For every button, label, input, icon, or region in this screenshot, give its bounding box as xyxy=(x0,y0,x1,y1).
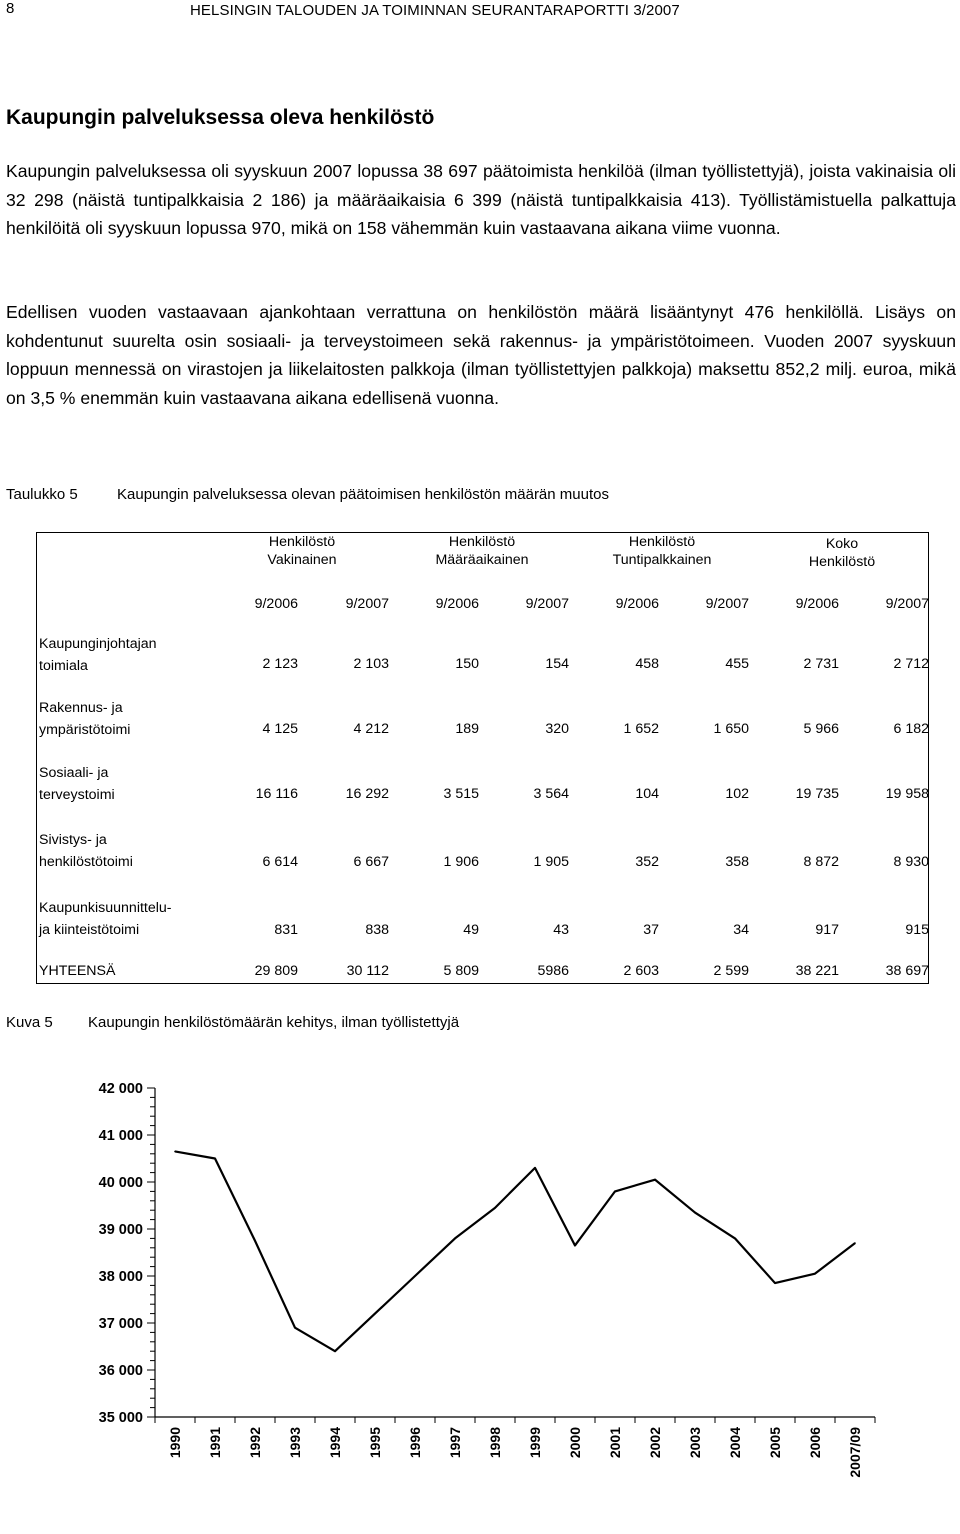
row-label-line2: ympäristötoimi xyxy=(39,722,131,738)
table-cell: 1 650 xyxy=(713,721,749,737)
table-cell: 831 xyxy=(274,922,298,938)
data-point xyxy=(574,1245,576,1247)
table-cell: 358 xyxy=(725,854,749,870)
table-cell: 2 712 xyxy=(893,656,929,672)
table-cell: 102 xyxy=(725,786,749,802)
data-point xyxy=(294,1327,296,1329)
x-tick-label: 2004 xyxy=(727,1427,743,1459)
table-caption-text: Kaupungin palveluksessa olevan päätoimisen henkilöstön määrän muutos xyxy=(117,486,609,503)
x-tick-label: 1991 xyxy=(207,1427,223,1459)
data-point xyxy=(494,1207,496,1209)
period-header: 9/2007 xyxy=(525,596,569,612)
data-point xyxy=(694,1212,696,1214)
section-title: Kaupungin palveluksessa oleva henkilöstö xyxy=(6,106,435,129)
x-tick-label: 2005 xyxy=(767,1427,783,1459)
period-header: 9/2006 xyxy=(254,596,298,612)
x-tick-label: 2003 xyxy=(687,1427,703,1459)
total-cell: 2 603 xyxy=(623,963,659,979)
y-tick-label: 36 000 xyxy=(98,1363,143,1379)
x-tick-label: 2001 xyxy=(607,1427,623,1459)
group-header-line2: Määräaikainen xyxy=(435,552,529,568)
group-header-line1: Koko xyxy=(825,536,859,552)
group-header-fixed-term xyxy=(417,533,547,569)
row-label-line2: toimiala xyxy=(39,658,88,674)
total-cell: 2 599 xyxy=(713,963,749,979)
row-label-line2: terveystoimi xyxy=(39,787,115,803)
figure-caption-text: Kaupungin henkilöstömäärän kehitys, ilman työllistettyjä xyxy=(88,1014,460,1031)
data-point xyxy=(654,1179,656,1181)
table-cell: 4 212 xyxy=(353,721,389,737)
chart-series xyxy=(174,1151,856,1352)
table-cell: 838 xyxy=(365,922,389,938)
figure-caption-label: Kuva 5 xyxy=(6,1014,53,1031)
table-row-label xyxy=(39,829,133,873)
series-line xyxy=(175,1151,855,1351)
x-tick-label: 1992 xyxy=(247,1427,263,1459)
period-header: 9/2006 xyxy=(615,596,659,612)
table-row-label xyxy=(39,697,130,741)
y-tick-label: 41 000 xyxy=(98,1128,143,1144)
table-cell: 150 xyxy=(455,656,479,672)
data-point xyxy=(854,1242,856,1244)
table-cell: 37 xyxy=(643,922,659,938)
table-cell: 189 xyxy=(455,721,479,737)
chart-y-axis xyxy=(99,1081,155,1426)
group-header-line1: Henkilöstö xyxy=(628,534,696,550)
x-tick-label: 2002 xyxy=(647,1427,663,1459)
table-cell: 34 xyxy=(733,922,749,938)
table-cell: 2 731 xyxy=(803,656,839,672)
table-cell: 455 xyxy=(725,656,749,672)
table-cell: 1 652 xyxy=(623,721,659,737)
table-cell: 320 xyxy=(545,721,569,737)
data-point xyxy=(734,1238,736,1240)
x-tick-label: 1994 xyxy=(327,1427,343,1459)
chart-axes xyxy=(155,1088,875,1417)
x-tick-label: 1999 xyxy=(527,1427,543,1459)
period-header: 9/2007 xyxy=(885,596,929,612)
y-tick-label: 37 000 xyxy=(98,1316,143,1332)
table-cell: 352 xyxy=(635,854,659,870)
row-label-line2: henkilöstötoimi xyxy=(39,854,133,870)
table-cell: 458 xyxy=(635,656,659,672)
body-paragraph-1: Kaupungin palveluksessa oli syyskuun 2007 lopussa 38 697 päätoimista henkilöä (ilman työllistettyjä), joista vakinaisia oli 32 298 (näistä tuntipalkkaisia 2 186) ja määräaikaisia 6 399 (näistä tuntipalkkaisia 413). Työllistämistuella palkattuja henkilöitä oli syyskuun lopussa 970, mikä on 158 vähemmän kuin vastaavana aikana viime vuonna. xyxy=(6,161,956,239)
table-cell: 19 735 xyxy=(795,786,839,802)
table-caption-label: Taulukko 5 xyxy=(6,486,78,503)
page-number: 8 xyxy=(6,0,15,17)
table-cell: 6 614 xyxy=(262,854,298,870)
table-cell: 3 564 xyxy=(533,786,569,802)
data-point xyxy=(254,1240,256,1242)
data-point xyxy=(374,1313,376,1315)
group-header-hourly xyxy=(587,533,737,569)
x-tick-label: 2000 xyxy=(567,1427,583,1459)
group-header-total xyxy=(777,535,907,571)
chart-x-axis xyxy=(155,1417,875,1478)
total-cell: 38 221 xyxy=(795,963,839,979)
table-cell: 5 966 xyxy=(803,721,839,737)
table-cell: 16 116 xyxy=(255,786,298,802)
table-cell: 16 292 xyxy=(345,786,389,802)
table-cell: 8 872 xyxy=(803,854,839,870)
table-cell: 6 667 xyxy=(353,854,389,870)
group-header-line2: Tuntipalkkainen xyxy=(612,552,712,568)
running-header: HELSINGIN TALOUDEN JA TOIMINNAN SEURANTARAPORTTI 3/2007 xyxy=(190,2,680,19)
total-cell: 29 809 xyxy=(254,963,298,979)
x-tick-label: 1996 xyxy=(407,1427,423,1459)
row-label-line1: Kaupunginjohtajan xyxy=(39,636,157,652)
x-tick-label: 2006 xyxy=(807,1427,823,1459)
table-row-label xyxy=(39,897,172,941)
total-cell: 38 697 xyxy=(885,963,929,979)
total-cell: 30 112 xyxy=(346,963,389,979)
x-tick-label: 2007/09 xyxy=(847,1427,863,1478)
period-header: 9/2006 xyxy=(795,596,839,612)
table-cell: 19 958 xyxy=(885,786,929,802)
group-header-line2: Vakinainen xyxy=(267,552,337,568)
data-point xyxy=(414,1275,416,1277)
table-cell: 49 xyxy=(463,922,479,938)
period-header: 9/2007 xyxy=(345,596,389,612)
table-cell: 1 906 xyxy=(443,854,479,870)
data-point xyxy=(614,1191,616,1193)
table-cell: 8 930 xyxy=(893,854,929,870)
table-cell: 1 905 xyxy=(533,854,569,870)
table-cell: 104 xyxy=(635,786,659,802)
group-header-line2: Henkilöstö xyxy=(808,554,876,570)
staff-line-chart xyxy=(0,1060,960,1534)
table-cell: 3 515 xyxy=(443,786,479,802)
row-label-line1: Sivistys- ja xyxy=(39,832,107,848)
data-point xyxy=(174,1151,176,1153)
row-label-line1: Kaupunkisuunnittelu- xyxy=(39,900,172,916)
table-row-label xyxy=(39,762,115,806)
total-row-label: YHTEENSÄ xyxy=(39,963,116,979)
y-tick-label: 42 000 xyxy=(98,1081,143,1097)
table-cell: 915 xyxy=(905,922,929,938)
y-tick-label: 38 000 xyxy=(98,1269,143,1285)
x-tick-label: 1995 xyxy=(367,1427,383,1459)
table-cell: 2 103 xyxy=(353,656,389,672)
x-tick-label: 1997 xyxy=(447,1427,463,1459)
data-point xyxy=(454,1238,456,1240)
data-point xyxy=(334,1350,336,1352)
data-point xyxy=(214,1158,216,1160)
data-point xyxy=(774,1282,776,1284)
staff-table xyxy=(36,532,929,984)
table-cell: 2 123 xyxy=(262,656,298,672)
period-header: 9/2006 xyxy=(435,596,479,612)
group-header-line1: Henkilöstö xyxy=(448,534,516,550)
row-label-line1: Rakennus- ja xyxy=(39,700,123,716)
row-label-line2: ja kiinteistötoimi xyxy=(39,922,140,938)
table-cell: 917 xyxy=(815,922,839,938)
group-header-permanent xyxy=(237,533,367,569)
group-header-line1: Henkilöstö xyxy=(268,534,336,550)
x-tick-label: 1993 xyxy=(287,1427,303,1459)
table-cell: 154 xyxy=(545,656,569,672)
total-cell: 5986 xyxy=(537,963,569,979)
y-tick-label: 35 000 xyxy=(98,1410,143,1426)
table-cell: 4 125 xyxy=(262,721,298,737)
row-label-line1: Sosiaali- ja xyxy=(39,765,109,781)
data-point xyxy=(814,1273,816,1275)
y-tick-label: 40 000 xyxy=(98,1175,143,1191)
table-row-label xyxy=(39,633,157,677)
x-tick-label: 1990 xyxy=(167,1427,183,1459)
table-cell: 43 xyxy=(553,922,569,938)
data-point xyxy=(534,1167,536,1169)
total-cell: 5 809 xyxy=(443,963,479,979)
body-paragraph-2: Edellisen vuoden vastaavaan ajankohtaan verrattuna on henkilöstön määrä lisääntynyt 476 henkilöllä. Lisäys on kohdentunut suurelta osin sosiaali- ja terveystoimeen sekä rakennus- ja ympäristötoimeen. Vuoden 2007 syyskuun loppuun mennessä on virastojen ja liikelaitosten palkkoja (ilman työllistettyjen palkkoja) maksettu 852,2 milj. euroa, mikä on 3,5 % enemmän kuin vastaavana aikana edellisenä vuonna. xyxy=(6,302,956,408)
period-header: 9/2007 xyxy=(705,596,749,612)
table-cell: 6 182 xyxy=(893,721,929,737)
x-tick-label: 1998 xyxy=(487,1427,503,1459)
y-tick-label: 39 000 xyxy=(98,1222,143,1238)
